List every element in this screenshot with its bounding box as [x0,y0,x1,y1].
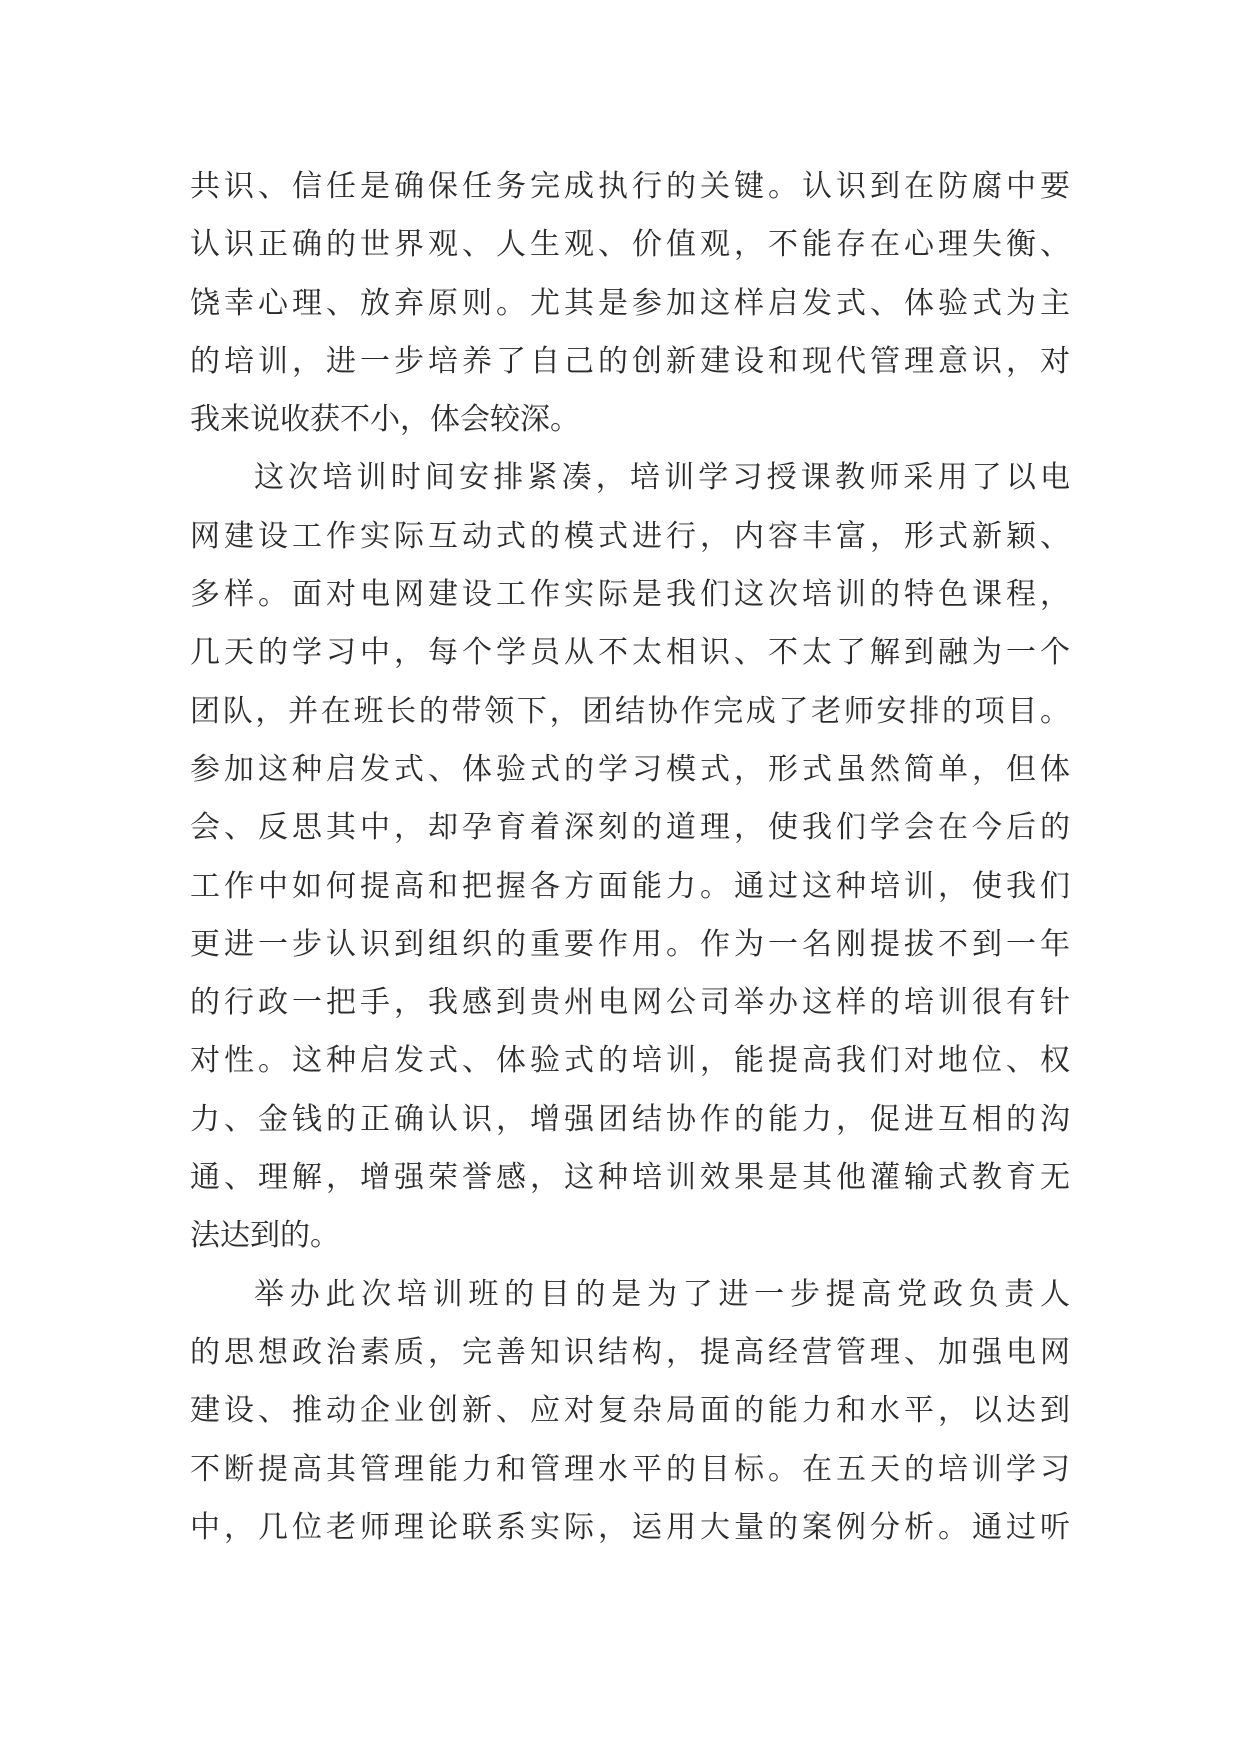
text-line: 建设、推动企业创新、应对复杂局面的能力和水平，以达到 [190,1393,1070,1429]
text-line: 的行政一把手，我感到贵州电网公司举办这样的培训很有针 [190,985,1070,1021]
document-body [190,158,1070,1557]
text-line: 我来说收获不小，体会较深。 [190,402,580,438]
text-line: 通、理解，增强荣誉感，这种培训效果是其他灌输式教育无 [190,1160,1070,1196]
text-line: 法达到的。 [190,1218,340,1254]
text-line: 网建设工作实际互动式的模式进行，内容丰富，形式新颖、 [190,518,1070,554]
text-line: 的培训，进一步培养了自己的创新建设和现代管理意识，对 [190,343,1070,379]
text-line: 这次培训时间安排紧凑，培训学习授课教师采用了以电 [254,460,1070,496]
text-line: 力、金钱的正确认识，增强团结协作的能力，促进互相的沟 [190,1101,1070,1137]
paragraph-3 [190,1266,1070,1557]
text-line: 几天的学习中，每个学员从不太相识、不太了解到融为一个 [190,635,1070,671]
text-line: 不断提高其管理能力和管理水平的目标。在五天的培训学习 [190,1451,1070,1487]
text-line: 团队，并在班长的带领下，团结协作完成了老师安排的项目。 [190,693,1070,729]
paragraph-1 [190,158,1070,449]
text-line: 饶幸心理、放弃原则。尤其是参加这样启发式、体验式为主 [190,285,1070,321]
text-line: 对性。这种启发式、体验式的培训，能提高我们对地位、权 [190,1043,1070,1079]
text-line: 共识、信任是确保任务完成执行的关键。认识到在防腐中要 [190,169,1070,204]
text-line: 的思想政治素质，完善知识结构，提高经营管理、加强电网 [190,1334,1070,1370]
text-line: 工作中如何提高和把握各方面能力。通过这种培训，使我们 [190,868,1070,904]
text-line: 参加这种启发式、体验式的学习模式，形式虽然简单，但体 [190,751,1070,787]
text-line: 更进一步认识到组织的重要作用。作为一名刚提拔不到一年 [190,926,1070,962]
text-line: 会、反思其中，却孕育着深刻的道理，使我们学会在今后的 [190,810,1070,846]
paragraph-2 [190,449,1070,1265]
text-line: 认识正确的世界观、人生观、价值观，不能存在心理失衡、 [190,227,1070,263]
text-line: 多样。面对电网建设工作实际是我们这次培训的特色课程， [190,577,1070,613]
text-line: 举办此次培训班的目的是为了进一步提高党政负责人 [254,1276,1070,1312]
text-line: 中，几位老师理论联系实际，运用大量的案例分析。通过听 [190,1509,1070,1545]
